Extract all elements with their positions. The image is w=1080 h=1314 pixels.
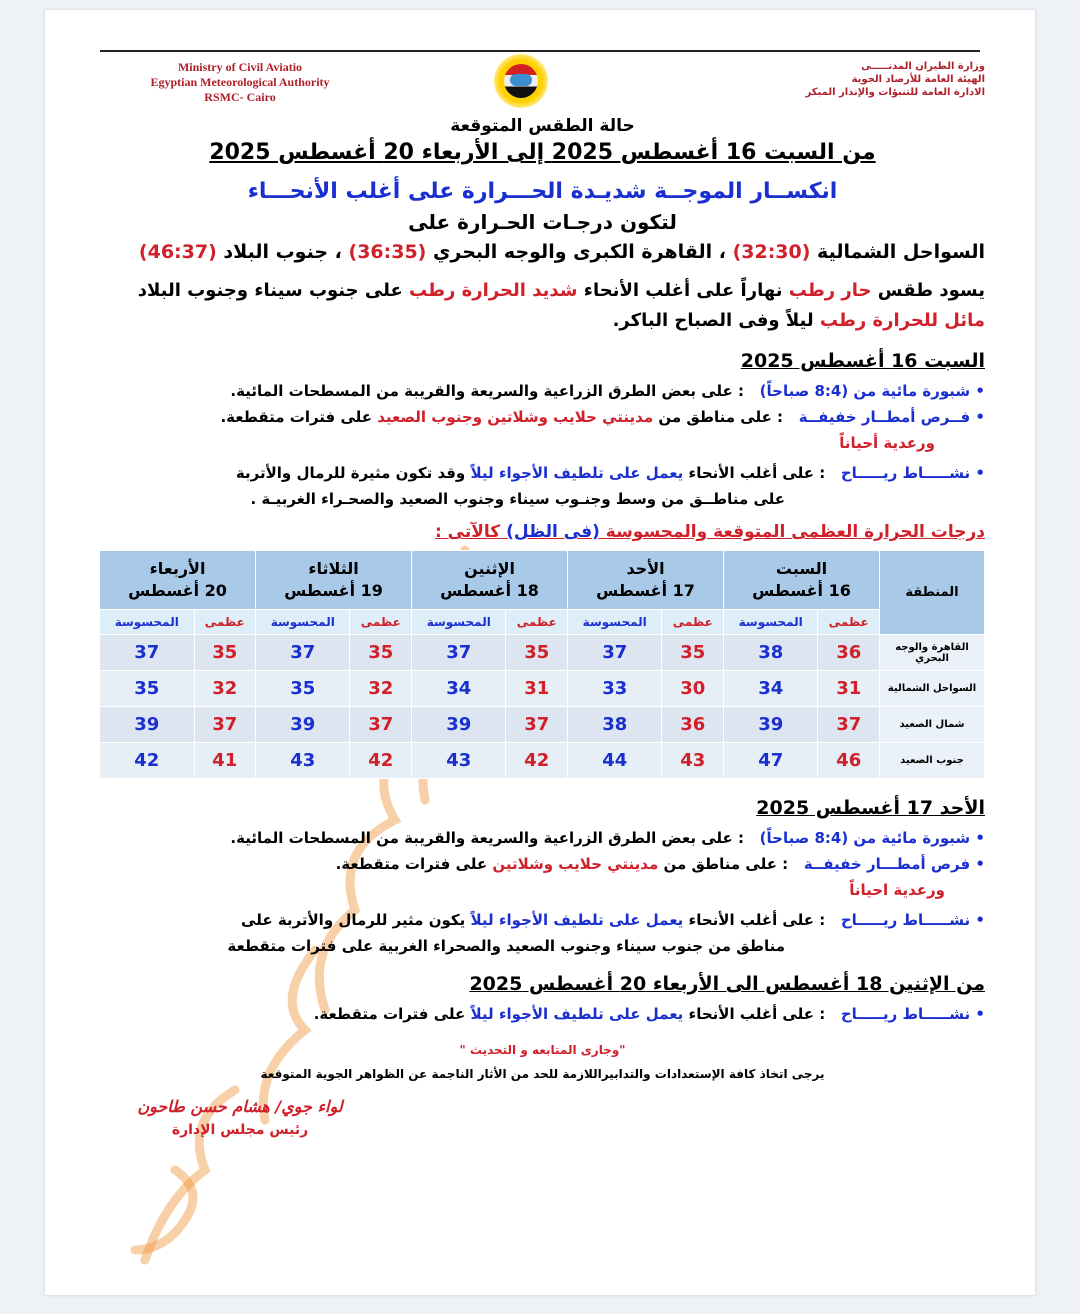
wind-label: • نشـــــاط ريـــــاح: [841, 911, 985, 929]
max-temp-cell: 37: [818, 707, 880, 743]
summary: [100, 276, 985, 336]
rain-c: على فترات متقطعة.: [335, 855, 488, 873]
wind-b: يعمل على تلطيف الأجواء ليلاً: [470, 464, 684, 482]
day-date: 18 أغسطس: [440, 581, 539, 600]
max-temp-cell: 31: [818, 671, 880, 707]
wind-label: • نشـــــاط ريـــــاح: [841, 464, 985, 482]
table-row: [100, 635, 985, 671]
table-row: [100, 671, 985, 707]
fog-label: • شبورة مائية من (8:4 صباحاً): [760, 382, 985, 400]
max-label: عظمى: [194, 610, 256, 635]
day2-fog: [100, 825, 985, 851]
max-temp-cell: 43: [662, 743, 724, 779]
rain-a: : على مناطق من: [663, 855, 789, 873]
fog-text: : على بعض الطرق الزراعية والسريعة والقريبة من المسطحات المائية.: [230, 829, 744, 847]
max-temp-cell: 31: [506, 671, 568, 707]
day-header: [412, 551, 568, 610]
feels-temp-cell: 43: [256, 743, 350, 779]
feels-temp-cell: 34: [412, 671, 506, 707]
value-south: (46:37): [138, 241, 217, 263]
feels-temp-cell: 39: [100, 707, 195, 743]
feels-temp-cell: 37: [256, 635, 350, 671]
region-cairo: ، القاهرة الكبرى والوجه البحري: [432, 241, 726, 263]
day3-wind: [100, 1001, 985, 1027]
max-temp-cell: 32: [194, 671, 256, 707]
feels-temp-cell: 37: [568, 635, 662, 671]
day-name: الثلاثاء: [308, 559, 359, 578]
feels-label: المحسوسة: [412, 610, 506, 635]
rain-c: على فترات متقطعة.: [220, 408, 373, 426]
wind-d: مناطق من جنوب سيناء وجنوب الصعيد والصحراء الغربية على فترات متقطعة: [227, 937, 785, 955]
value-cairo: (36:35): [348, 241, 427, 263]
headline: انكســار الموجــة شديـدة الحـــرارة على أغلب الأنحـــاء: [247, 179, 838, 204]
max-temp-cell: 30: [662, 671, 724, 707]
day-header: [100, 551, 256, 610]
authority-ar: الهيئة العامة للأرصاد الجوية: [851, 74, 985, 85]
max-temp-cell: 35: [350, 635, 412, 671]
wind-d: على مناطــق من وسط وجنـوب سيناء وجنوب الصعيد والصحـراء الغربيـة .: [250, 490, 785, 508]
max-temp-cell: 46: [818, 743, 880, 779]
day-header: [256, 551, 412, 610]
feels-temp-cell: 33: [568, 671, 662, 707]
feels-label: المحسوسة: [724, 610, 818, 635]
feels-temp-cell: 34: [724, 671, 818, 707]
feels-temp-cell: 37: [412, 635, 506, 671]
day2-title: الأحد 17 أغسطس 2025: [756, 797, 985, 819]
day-name: السبت: [775, 559, 828, 578]
feels-temp-cell: 42: [100, 743, 195, 779]
caption-c: كالآتى :: [434, 522, 501, 542]
max-temp-cell: 36: [818, 635, 880, 671]
day-date: 19 أغسطس: [284, 581, 383, 600]
feels-label: المحسوسة: [568, 610, 662, 635]
day-date: 17 أغسطس: [596, 581, 695, 600]
feels-label: المحسوسة: [100, 610, 195, 635]
max-temp-cell: 35: [662, 635, 724, 671]
region-coast: السواحل الشمالية: [817, 241, 985, 263]
temps-intro: لتكون درجـات الحـرارة على: [408, 210, 677, 234]
value-coast: (32:30): [732, 241, 811, 263]
table-caption: [100, 522, 985, 542]
day1-wind: [100, 460, 985, 486]
max-temp-cell: 37: [194, 707, 256, 743]
day-name: الإثنين: [464, 559, 515, 578]
day2-items: [100, 825, 985, 959]
day1-title: السبت 16 أغسطس 2025: [740, 350, 985, 372]
region-cell: السواحل الشمالية: [880, 671, 985, 707]
wind-c: يكون مثير للرمال والأتربة على: [241, 911, 466, 929]
wind-c: وقد تكون مثيرة للرمال والأتربة: [235, 464, 466, 482]
document-body: [100, 10, 985, 1138]
max-temp-cell: 37: [350, 707, 412, 743]
feels-temp-cell: 47: [724, 743, 818, 779]
max-temp-cell: 42: [506, 743, 568, 779]
region-cell: القاهرة والوجه البحري: [880, 635, 985, 671]
feels-temp-cell: 44: [568, 743, 662, 779]
day-header: [568, 551, 724, 610]
feels-temp-cell: 39: [724, 707, 818, 743]
wind-c: على فترات متقطعة.: [313, 1005, 466, 1023]
rain-label: • فــرص أمطــار خفيفــة: [799, 408, 985, 426]
s4: شديد الحرارة رطب: [409, 280, 578, 301]
signature-title: رئيس مجلس الإدارة: [171, 1122, 309, 1138]
max-temp-cell: 42: [350, 743, 412, 779]
day2-wind: [100, 907, 985, 933]
authority-en: Egyptian Meteorological Authority: [150, 75, 330, 89]
feels-temp-cell: 35: [256, 671, 350, 707]
rsmc-en: RSMC- Cairo: [204, 90, 276, 104]
feels-temp-cell: 39: [256, 707, 350, 743]
day-name: الأربعاء: [149, 559, 206, 578]
feels-temp-cell: 38: [568, 707, 662, 743]
rain-b: مدينتي حلايب وشلاتين وجنوب الصعيد: [377, 408, 654, 426]
max-label: عظمى: [506, 610, 568, 635]
table-row: [100, 707, 985, 743]
region-cell: جنوب الصعيد: [880, 743, 985, 779]
max-label: عظمى: [662, 610, 724, 635]
max-label: عظمى: [818, 610, 880, 635]
table-row: [100, 743, 985, 779]
caption-a: درجات الحرارة العظمى المتوقعة والمحسوسة: [605, 522, 985, 542]
ministry-ar: وزارة الطيران المدنـــــى: [861, 61, 985, 72]
period-title: من السبت 16 أغسطس 2025 إلى الأربعاء 20 أغسطس 2025: [209, 140, 876, 165]
feels-temp-cell: 38: [724, 635, 818, 671]
day1-items: [100, 378, 985, 512]
s5: على جنوب سيناء وجنوب البلاد: [137, 280, 403, 301]
max-temp-cell: 35: [506, 635, 568, 671]
day-date: 20 أغسطس: [128, 581, 227, 600]
s3: نهاراً على أغلب الأنحاء: [583, 280, 783, 301]
temps-line: [100, 238, 985, 266]
page-title: حالة الطقس المتوقعة: [450, 116, 635, 136]
department-ar: الادارة العامة للتنبؤات والإنذار المبكر: [805, 87, 985, 98]
feels-label: المحسوسة: [256, 610, 350, 635]
max-label: عظمى: [350, 610, 412, 635]
ministry-en: Ministry of Civil Aviatio: [177, 60, 303, 74]
temperature-table: [99, 550, 985, 779]
max-temp-cell: 41: [194, 743, 256, 779]
caption-b: (فى الظل): [506, 522, 600, 542]
feels-temp-cell: 37: [100, 635, 195, 671]
wind-a: : على أغلب الأنحاء: [688, 911, 826, 929]
rain-extra: ورعدية احياناً: [849, 881, 945, 899]
rain-extra: ورعدية أحياناً: [839, 434, 935, 452]
feels-temp-cell: 39: [412, 707, 506, 743]
fog-label: • شبورة مائية من (8:4 صباحاً): [760, 829, 985, 847]
signature-name: لواء جوي/ هشام حسن طاحون: [137, 1097, 343, 1116]
max-temp-cell: 36: [662, 707, 724, 743]
rain-label: • فرص أمطـــار خفيفــة: [804, 855, 985, 873]
feels-temp-cell: 43: [412, 743, 506, 779]
wind-label: • نشـــــاط ريـــــاح: [841, 1005, 985, 1023]
followup-note: "وجارى المتابعه و التحديث ": [459, 1043, 626, 1057]
day2-rain: [100, 851, 985, 877]
region-header: المنطقة: [880, 551, 985, 635]
rain-b: مدينتي حلايب وشلاتين: [492, 855, 659, 873]
wind-a: : على أغلب الأنحاء: [688, 464, 826, 482]
max-temp-cell: 32: [350, 671, 412, 707]
max-temp-cell: 37: [506, 707, 568, 743]
advice-note: يرجى اتخاذ كافة الإستعدادات والتدابيراللازمة للحد من الأثار الناجمة عن الظواهر الجوية المتوقعة: [260, 1067, 825, 1081]
day1-fog: [100, 378, 985, 404]
day-date: 16 أغسطس: [752, 581, 851, 600]
rain-a: : على مناطق من: [658, 408, 784, 426]
day-header: [724, 551, 880, 610]
day-name: الأحد: [626, 559, 665, 578]
max-temp-cell: 35: [194, 635, 256, 671]
s2: حار رطب: [788, 280, 872, 301]
wind-b: يعمل على تلطيف الأجواء ليلاً: [470, 911, 684, 929]
wind-a: : على أغلب الأنحاء: [688, 1005, 826, 1023]
fog-text: : على بعض الطرق الزراعية والسريعة والقريبة من المسطحات المائية.: [230, 382, 744, 400]
s7: ليلاً وفى الصباح الباكر.: [612, 310, 814, 331]
region-cell: شمال الصعيد: [880, 707, 985, 743]
day3-title: من الإثنين 18 أغسطس الى الأربعاء 20 أغسطس 2025: [469, 973, 985, 995]
s1: يسود طقس: [877, 280, 985, 301]
s6: مائل للحرارة رطب: [819, 310, 985, 331]
region-south: ، جنوب البلاد: [223, 241, 342, 263]
day1-rain: [100, 404, 985, 430]
document-page: [45, 10, 1035, 1295]
feels-temp-cell: 35: [100, 671, 195, 707]
wind-b: يعمل على تلطيف الأجواء ليلاً: [470, 1005, 684, 1023]
